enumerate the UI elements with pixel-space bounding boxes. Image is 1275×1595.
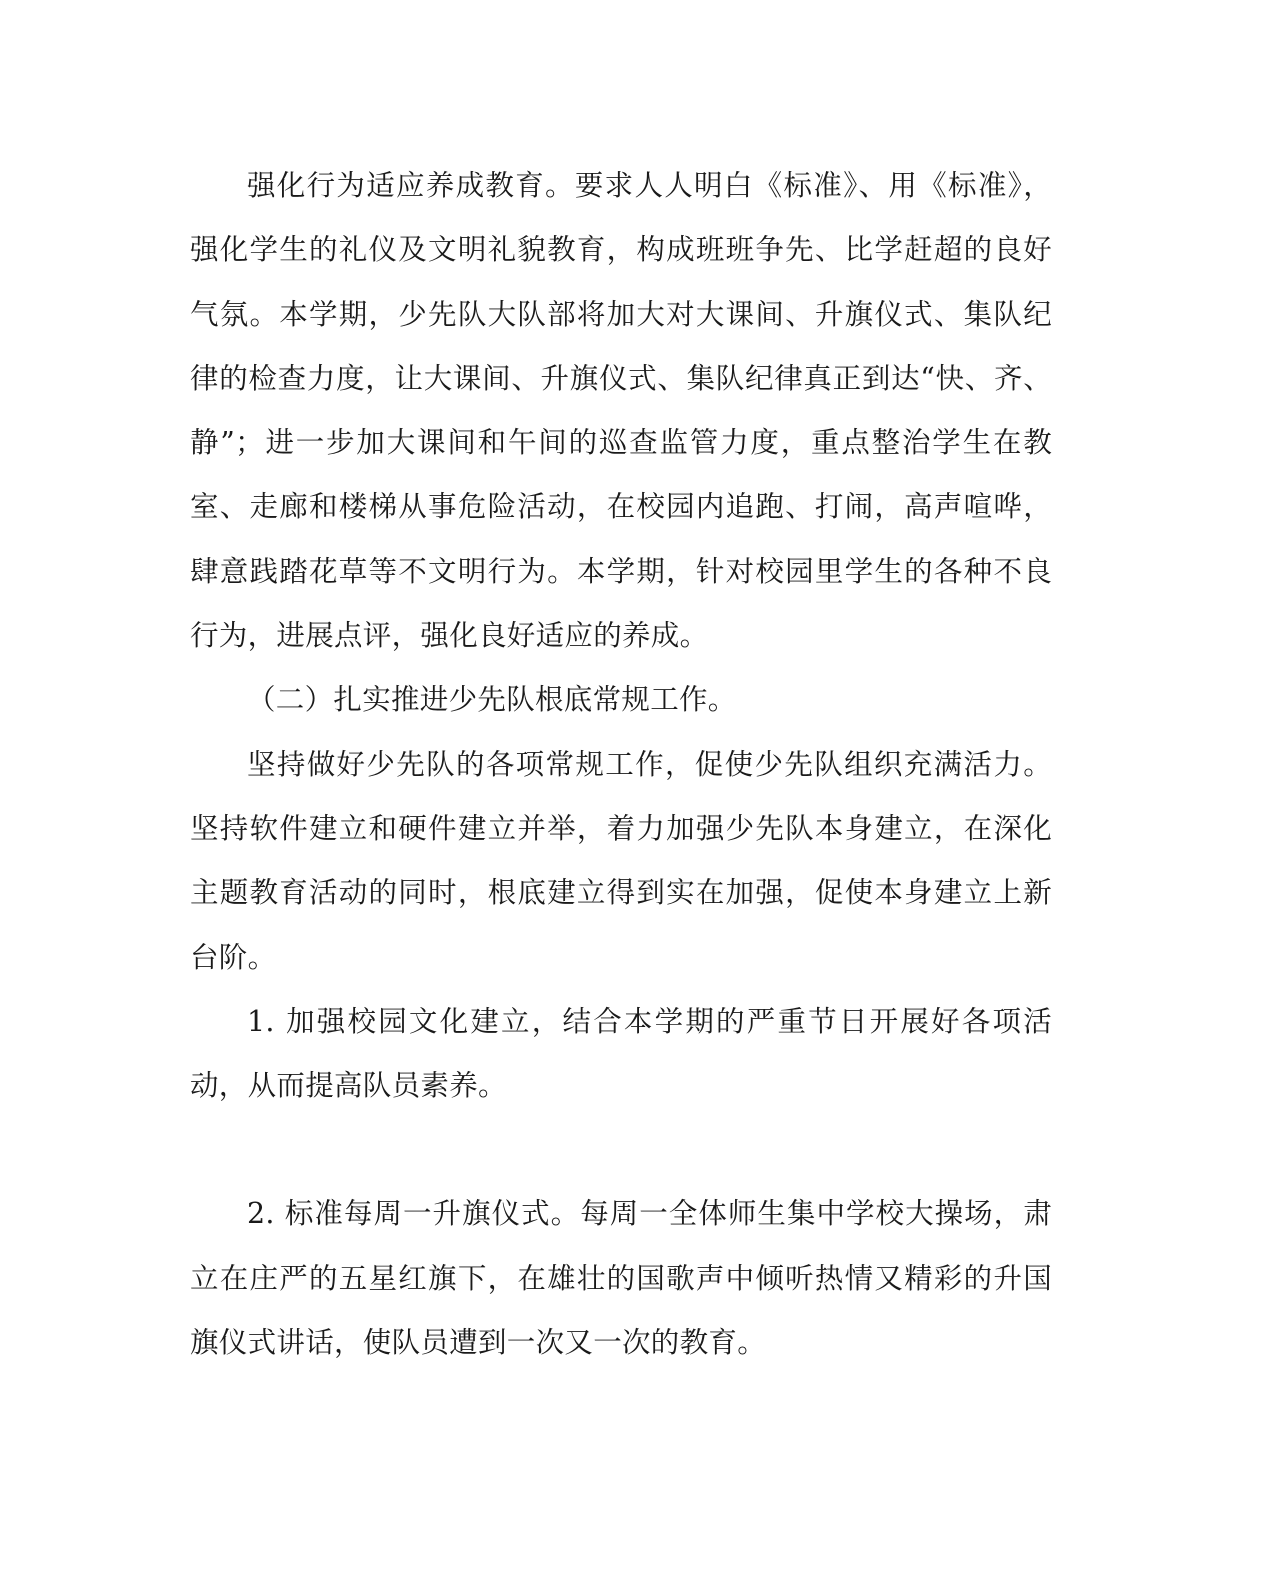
section-heading-routine-work: （二）扎实推进少先队根底常规工作。	[247, 683, 737, 717]
paragraph-spacer	[190, 1118, 1052, 1182]
list-item-flag-ceremony: 2. 标准每周一升旗仪式。每周一全体师生集中学校大操场，肃立在庄严的五星红旗下，在雄壮的国歌声中倾听热情又精彩的升国旗仪式讲话，使队员遭到一次又一次的教育。	[190, 1197, 1052, 1360]
paragraph-habit-education: 强化行为适应养成教育。要求人人明白《标准》、用《标准》，强化学生的礼仪及文明礼貌教育，构成班班争先、比学赶超的良好气氛。本学期，少先队大队部将加大对大课间、升旗仪式、集队纪律的检查力度，让大课间、升旗仪式、集队纪律真正到达“快、齐、静”；进一步加大课间和午间的巡查监管力度，重点整治学生在教室、走廊和楼梯从事危险活动，在校园内追跑、打闹，高声喧哗，肆意践踏花草等不文明行为。本学期，针对校园里学生的各种不良行为，进展点评，强化良好适应的养成。	[190, 169, 1052, 653]
document-body	[190, 154, 1052, 1375]
paragraph-routine-work: 坚持做好少先队的各项常规工作，促使少先队组织充满活力。坚持软件建立和硬件建立并举，着力加强少先队本身建立，在深化主题教育活动的同时，根底建立得到实在加强，促使本身建立上新台阶。	[190, 747, 1052, 974]
list-item-campus-culture: 1. 加强校园文化建立，结合本学期的严重节日开展好各项活动，从而提高队员素养。	[190, 1004, 1052, 1103]
